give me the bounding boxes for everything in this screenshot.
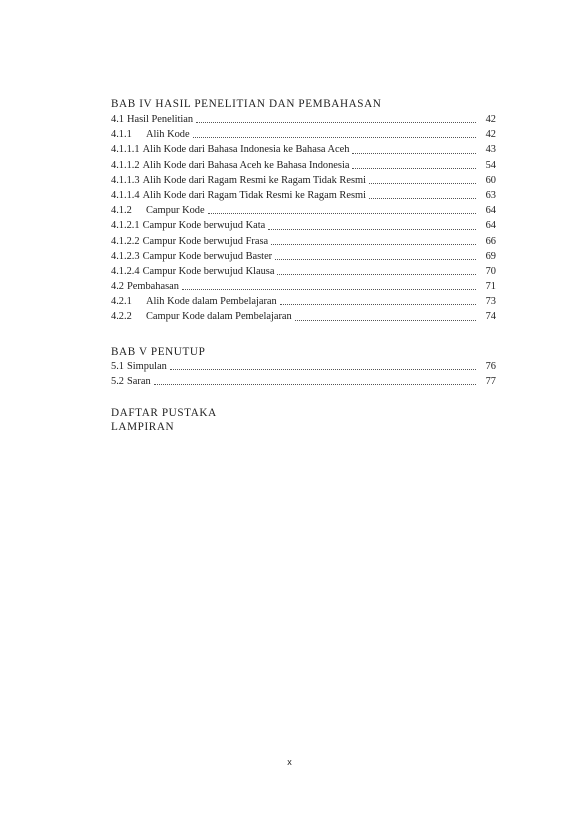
toc-dot-leader <box>295 320 476 321</box>
chapter-4-heading: BAB IV HASIL PENELITIAN DAN PEMBAHASAN <box>111 98 382 110</box>
toc-entry-number: 4.1.2.3 <box>111 250 140 262</box>
toc-entry <box>111 188 496 203</box>
toc-entry <box>111 279 496 294</box>
toc-dot-leader <box>275 259 476 260</box>
toc-entry <box>111 173 496 188</box>
toc-entry-title: Campur Kode <box>146 205 205 217</box>
toc-entry-number: 4.1 <box>111 114 124 125</box>
toc-entry <box>111 249 496 264</box>
toc-dot-leader <box>277 274 476 275</box>
toc-entry-page: 66 <box>485 235 496 247</box>
toc-entry-title: Alih Kode dari Ragam Tidak Resmi ke Ragam Resmi <box>142 189 366 201</box>
toc-dot-leader <box>268 229 476 230</box>
toc-entry-number: 4.1.1.2 <box>111 159 140 171</box>
toc-entry-page: 74 <box>485 311 496 323</box>
toc-entry-number: 5.1 <box>111 361 124 372</box>
toc-dot-leader <box>182 289 476 290</box>
toc-entry-page: 64 <box>485 220 496 232</box>
toc-entry <box>111 264 496 279</box>
toc-entry <box>111 309 496 324</box>
toc-entry-title: Pembahasan <box>127 281 179 293</box>
toc-dot-leader <box>193 137 476 138</box>
toc-entry-page: 77 <box>485 376 496 388</box>
toc-entry-page: 69 <box>485 250 496 262</box>
toc-entry-title: Alih Kode dari Bahasa Indonesia ke Bahasa Aceh <box>142 144 350 156</box>
toc-entry-title: Simpulan <box>127 361 167 372</box>
toc-entry-title: Alih Kode dari Ragam Resmi ke Ragam Tidak Resmi <box>142 174 366 186</box>
toc-entry-page: 71 <box>485 281 496 293</box>
toc-dot-leader <box>369 183 476 184</box>
toc-dot-leader <box>280 304 476 305</box>
toc-dot-leader <box>369 198 476 199</box>
toc-dot-leader <box>352 168 476 169</box>
toc-dot-leader <box>271 244 476 245</box>
toc-entry-number: 4.1.2.1 <box>111 220 140 232</box>
toc-dot-leader <box>196 122 476 123</box>
toc-entry-title: Saran <box>127 376 151 388</box>
toc-entry-title: Campur Kode berwujud Frasa <box>142 235 269 247</box>
toc-entry-title: Hasil Penelitian <box>127 114 194 125</box>
toc-entry-number: 4.1.2.2 <box>111 235 140 247</box>
toc-entry-page: 70 <box>485 265 496 277</box>
toc-entry-number: 5.2 <box>111 376 124 388</box>
toc-entry-page: 54 <box>485 159 496 171</box>
page-number: x <box>287 757 292 767</box>
toc-entry-page: 64 <box>485 205 496 217</box>
toc-entry-page: 73 <box>485 296 496 308</box>
toc-entry <box>111 127 496 142</box>
toc-entry-page: 60 <box>485 174 496 186</box>
chapter-5-heading: BAB V PENUTUP <box>111 346 206 358</box>
toc-entry-title: Alih Kode <box>146 129 190 141</box>
toc-entry-number: 4.1.1 <box>111 129 132 141</box>
toc-entry-title: Alih Kode dari Bahasa Aceh ke Bahasa Indonesia <box>142 159 350 171</box>
toc-entry-page: 76 <box>485 361 496 372</box>
toc-entry <box>111 374 496 389</box>
toc-entry <box>111 294 496 309</box>
toc-entry-number: 4.1.1.3 <box>111 174 140 186</box>
toc-dot-leader <box>154 384 476 385</box>
toc-entry <box>111 142 496 157</box>
toc-entry-number: 4.1.2.4 <box>111 265 140 277</box>
toc-entry-number: 4.1.1.1 <box>111 144 140 156</box>
chapter-4-toc <box>111 112 496 325</box>
toc-entry-page: 63 <box>485 189 496 201</box>
toc-entry-page: 42 <box>485 114 496 125</box>
toc-entry <box>111 158 496 173</box>
toc-entry-title: Campur Kode berwujud Kata <box>142 220 266 232</box>
toc-entry-page: 43 <box>485 144 496 156</box>
toc-entry <box>111 112 496 127</box>
toc-entry-title: Alih Kode dalam Pembelajaran <box>146 296 277 308</box>
appendix-heading: LAMPIRAN <box>111 421 175 433</box>
chapter-5-toc <box>111 359 496 389</box>
toc-entry-title: Campur Kode dalam Pembelajaran <box>146 311 292 323</box>
toc-entry-page: 42 <box>485 129 496 141</box>
toc-entry-number: 4.2.2 <box>111 311 132 323</box>
toc-dot-leader <box>170 369 476 370</box>
toc-entry-number: 4.2.1 <box>111 296 132 308</box>
toc-entry <box>111 234 496 249</box>
toc-entry-number: 4.1.2 <box>111 205 132 217</box>
toc-dot-leader <box>352 153 476 154</box>
toc-entry <box>111 218 496 233</box>
toc-entry <box>111 359 496 374</box>
toc-entry-number: 4.2 <box>111 281 124 293</box>
bibliography-heading: DAFTAR PUSTAKA <box>111 407 217 419</box>
toc-dot-leader <box>208 213 476 214</box>
toc-entry <box>111 203 496 218</box>
toc-entry-title: Campur Kode berwujud Klausa <box>142 265 275 277</box>
toc-entry-title: Campur Kode berwujud Baster <box>142 250 273 262</box>
toc-entry-number: 4.1.1.4 <box>111 189 140 201</box>
